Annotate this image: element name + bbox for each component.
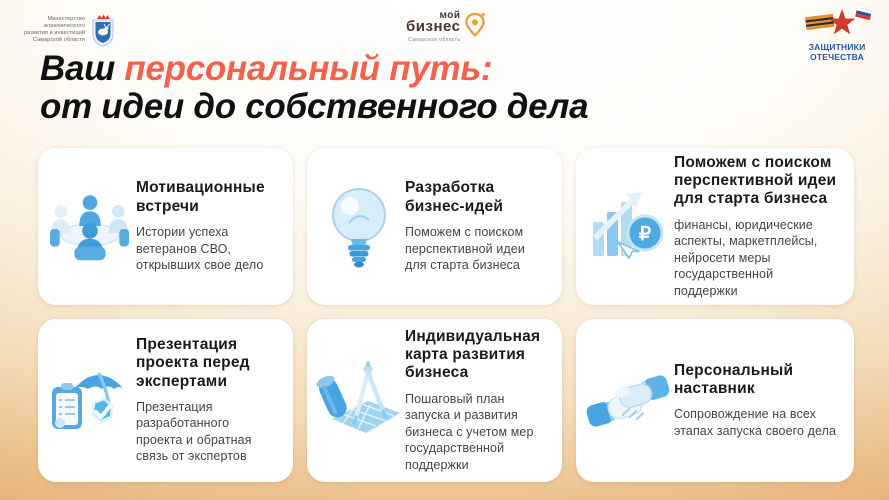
st-george-ribbon — [805, 14, 834, 30]
card-title: Индивидуальная карта развития бизнеса — [405, 327, 541, 382]
card-description: Пошаговый план запуска и развития бизнеса с учетом мер государственной поддержки — [405, 391, 534, 472]
ministry-line-4: Самарской области — [32, 36, 86, 43]
red-star — [830, 10, 855, 34]
defenders-line-2: ОТЕЧЕСТВА — [810, 51, 864, 62]
defenders-line-1: ЗАЩИТНИКИ — [808, 42, 866, 52]
person-back — [79, 195, 100, 226]
russian-flag — [855, 8, 872, 20]
moy-biznes-text — [406, 11, 461, 43]
page-title — [40, 50, 588, 126]
card-title: Поможем с поиском перспективной идеи для старта бизнеса — [674, 153, 837, 208]
title-black-part: Ваш — [40, 49, 115, 88]
cards-grid — [38, 148, 854, 482]
meeting-icon — [44, 186, 136, 268]
card-title: Разработка бизнес-идей — [405, 179, 504, 215]
card-project-presentation — [38, 319, 293, 482]
card-title: Мотивационные встречи — [136, 179, 265, 215]
moy-biznes-subtitle: Самарская область — [408, 37, 461, 43]
card-development-map — [307, 319, 562, 482]
title-accent-part: персональный путь: — [124, 49, 493, 88]
moy-biznes-logo — [406, 11, 487, 43]
card-business-ideas — [307, 148, 562, 305]
card-title: Презентация проекта перед экспертами — [136, 336, 250, 390]
defenders-logo — [793, 8, 881, 62]
ministry-logo — [24, 12, 116, 48]
card-description: Истории успеха ветеранов СВО, открывших свое дело — [136, 225, 264, 273]
card-description: Сопровождение на всех этапах запуска своего дела — [674, 407, 837, 438]
card-motivational-meetings — [38, 148, 293, 305]
umbrella-checklist-icon — [44, 359, 136, 443]
card-idea-search — [576, 148, 854, 305]
moy-biznes-line-2: бизнес — [406, 18, 461, 35]
location-pin-icon — [465, 11, 487, 41]
card-personal-mentor — [576, 319, 854, 482]
card-description: Презентация разработанного проекта и обратная связь от экспертов — [136, 399, 252, 464]
lightbulb-icon — [313, 185, 405, 269]
card-description: финансы, юридические аспекты, маркетплейсы, нейросети меры государственной поддержки — [674, 217, 818, 298]
card-title: Персональный наставник — [674, 361, 794, 397]
moy-biznes-line-1: мой — [439, 10, 461, 21]
star-ribbon-flag-icon — [794, 8, 880, 38]
ministry-line-2: экономического — [43, 23, 86, 30]
svg-text:₽: ₽ — [638, 223, 652, 245]
card-description: Поможем с поиском перспективной идеи для старта бизнеса — [405, 225, 525, 273]
title-line-2: от идеи до собственного дела — [40, 87, 589, 126]
ministry-line-3: развития и инвестиций — [24, 30, 86, 36]
map-compass-icon — [313, 359, 405, 443]
ministry-logo-text — [24, 16, 85, 43]
defenders-text — [793, 43, 881, 62]
ministry-line-1: Министерство — [47, 16, 86, 23]
growth-chart-ruble-icon — [582, 186, 674, 268]
samara-coat-of-arms-icon — [90, 12, 116, 48]
handshake-icon — [582, 361, 674, 441]
